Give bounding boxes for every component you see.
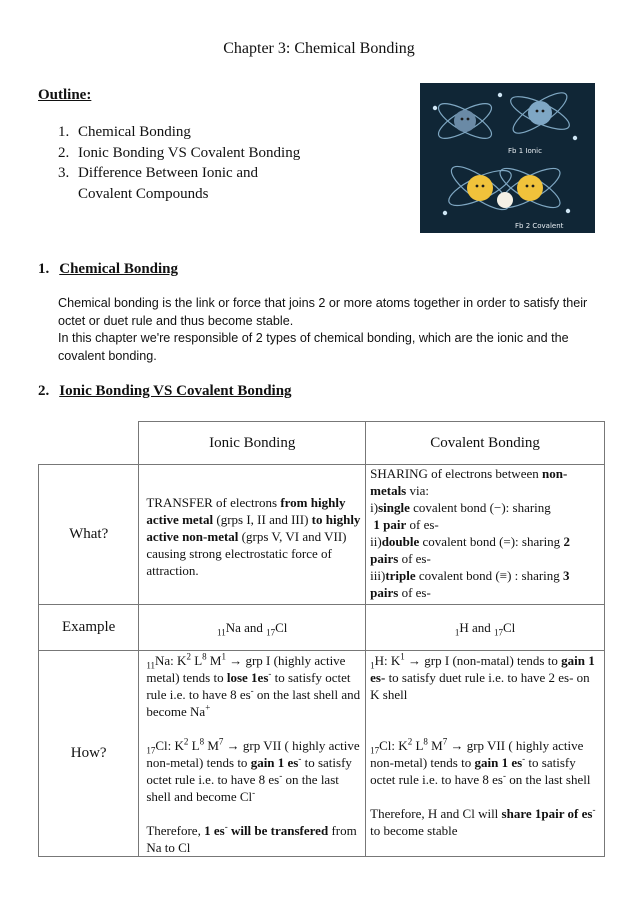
text: will be transfered	[227, 823, 329, 838]
text: M	[206, 653, 222, 668]
table-row-how	[39, 651, 605, 857]
column-header-covalent: Covalent Bonding	[366, 422, 605, 465]
text: on the last shell and become Cl	[146, 772, 339, 804]
atomic-number: 17	[146, 745, 156, 756]
text: covalent bond (=): sharing	[419, 534, 564, 549]
text: 1 pair	[373, 517, 407, 532]
text: H and	[459, 620, 494, 635]
text: 2	[407, 736, 413, 747]
row-label-what: What?	[39, 465, 139, 605]
text: gain 1 es	[250, 755, 299, 770]
text: Cl	[503, 620, 516, 635]
text: from highly active metal	[146, 495, 346, 527]
text: lose 1es	[226, 670, 269, 685]
text: -	[224, 821, 228, 832]
column-header-ionic: Ionic Bonding	[139, 422, 366, 465]
chlorine-config	[370, 737, 600, 788]
atomic-number: 11	[217, 627, 226, 638]
text: to become stable	[370, 823, 458, 838]
text: 8	[199, 736, 205, 747]
text: L	[188, 738, 200, 753]
text: Cl	[275, 620, 288, 635]
text: of es-	[398, 551, 431, 566]
atomic-number: 1	[370, 660, 375, 671]
text: 7	[442, 736, 448, 747]
text: Na: K	[155, 653, 187, 668]
text: -	[592, 804, 596, 815]
atomic-number: 1	[454, 627, 460, 638]
text: via:	[406, 483, 429, 498]
text: share 1pair of es	[501, 806, 593, 821]
text: of es-	[406, 517, 439, 532]
table-row-example	[39, 605, 605, 651]
hydrogen-config	[370, 652, 600, 737]
atomic-number: 17	[494, 627, 503, 638]
table-row-what	[39, 465, 605, 605]
outline-item	[58, 163, 300, 204]
text: covalent bond (−): sharing	[409, 500, 551, 515]
text: SHARING of electrons between	[370, 466, 542, 481]
text: +	[205, 702, 211, 713]
ionic-example-cell	[139, 605, 366, 651]
covalent-how-cell	[366, 651, 605, 857]
text: H: K	[374, 653, 401, 668]
text: 2 pairs	[370, 534, 570, 566]
section-2-heading	[38, 383, 292, 400]
section-1-paragraph: Chemical bonding is the link or force that joins 2 or more atoms together in order to satisfy their octet or duet rule and thus become stable.	[58, 296, 588, 328]
chlorine-config	[146, 737, 361, 805]
text: -	[522, 753, 526, 764]
text: double	[381, 534, 420, 549]
text: 2	[186, 651, 191, 662]
text: Cl: K	[155, 738, 184, 753]
table-corner-cell	[39, 422, 139, 465]
text: of es-	[398, 585, 431, 600]
atomic-number: 11	[146, 660, 156, 671]
outline-item	[58, 122, 300, 143]
text: -	[268, 668, 272, 679]
text: to satisfy duet rule i.e. to have 2 es- on K shell	[370, 670, 590, 702]
text: triple	[385, 568, 416, 583]
section-2-title: Ionic Bonding VS Covalent Bonding	[59, 383, 292, 399]
outline-item-number: 1.	[58, 124, 70, 140]
text: non-metals	[370, 466, 568, 498]
text: from Na to Cl	[146, 823, 357, 855]
text: i)	[370, 500, 379, 515]
text: 3 pairs	[370, 568, 570, 600]
text: 1 es	[204, 823, 225, 838]
text: 8	[202, 651, 207, 662]
text: -	[502, 770, 506, 781]
text: covalent bond (≡) : sharing	[415, 568, 564, 583]
row-label-example: Example	[39, 605, 139, 651]
outline-item-number: 3.	[58, 165, 70, 181]
row-label-how: How?	[39, 651, 139, 857]
text: Therefore, H and Cl will	[370, 806, 502, 821]
text: Na and	[225, 620, 267, 635]
ionic-conclusion	[146, 822, 361, 856]
ionic-how-cell	[139, 651, 366, 857]
text: to satisfy octet rule i.e. to have 8 es	[146, 670, 351, 702]
text: on the last shell	[505, 772, 591, 787]
ionic-what-cell	[139, 465, 366, 605]
text: → grp VII ( highly active non-metal) tends to	[146, 738, 360, 770]
illustration-label-covalent: Fb 2 Covalent	[515, 222, 564, 230]
sodium-config	[146, 652, 361, 720]
text: (grps V, VI and VII) causing strong electrostatic force of attraction.	[146, 529, 347, 578]
text: → grp VII ( highly active non-metal) tends to	[370, 738, 584, 770]
outline-item-text: Ionic Bonding VS Covalent Bonding	[78, 144, 301, 161]
section-1-number: 1.	[38, 261, 50, 277]
text: -	[279, 770, 283, 781]
text: 8	[423, 736, 428, 747]
section-1-title: Chemical Bonding	[59, 261, 179, 277]
section-1-paragraph: In this chapter we're responsible of 2 types of chemical bonding, which are the ionic and the covalent bonding.	[58, 331, 569, 363]
table-header-row	[39, 422, 605, 465]
text: single	[378, 500, 410, 515]
text: 2	[183, 736, 189, 747]
text: TRANSFER of electrons	[146, 495, 281, 510]
text: L	[412, 738, 424, 753]
text: ii)	[370, 534, 382, 549]
section-1-body	[58, 295, 608, 365]
text: -	[250, 685, 254, 696]
text: gain 1 es	[474, 755, 523, 770]
text: -	[298, 753, 302, 764]
covalent-example-cell	[366, 605, 605, 651]
outline-list	[58, 122, 300, 204]
text: Cl: K	[379, 738, 408, 753]
bonding-illustration	[420, 83, 595, 233]
text: to highly active non-metal	[146, 512, 361, 544]
atomic-number: 17	[370, 745, 380, 756]
atomic-number: 17	[266, 627, 276, 638]
text: → grp I (non-matal) tends to	[404, 653, 562, 668]
text: to satisfy octet rule i.e. to have 8 es	[146, 755, 352, 787]
text: to satisfy octet rule i.e. to have 8 es	[370, 755, 576, 787]
text: M	[204, 738, 219, 753]
text: 1	[400, 651, 405, 662]
covalent-conclusion	[370, 805, 600, 839]
outline-heading: Outline:	[38, 87, 92, 103]
text: on the last shell and become Na	[146, 687, 361, 719]
text: (grps I, II and III)	[213, 512, 312, 527]
page-title: Chapter 3: Chemical Bonding	[223, 40, 415, 57]
atoms-illustration-svg	[420, 83, 595, 233]
text: -	[252, 787, 256, 798]
section-1-heading	[38, 261, 178, 278]
illustration-label-ionic: Fb 1 Ionic	[508, 147, 542, 155]
text: Therefore,	[146, 823, 205, 838]
outline-item-text: Difference Between Ionic and Covalent Compounds	[78, 165, 259, 202]
text: 1	[221, 651, 226, 662]
outline-item-text: Chemical Bonding	[78, 124, 191, 140]
text: 7	[218, 736, 224, 747]
text: iii)	[370, 568, 386, 583]
covalent-what-cell	[366, 465, 605, 605]
outline-item-number: 2.	[58, 144, 70, 161]
comparison-table	[38, 421, 605, 857]
outline-item	[58, 143, 300, 164]
section-2-number: 2.	[38, 383, 50, 399]
text: gain 1 es-	[370, 653, 595, 685]
text: → grp I (highly active metal) tends to	[146, 653, 346, 685]
text: L	[190, 653, 203, 668]
text: M	[427, 738, 443, 753]
